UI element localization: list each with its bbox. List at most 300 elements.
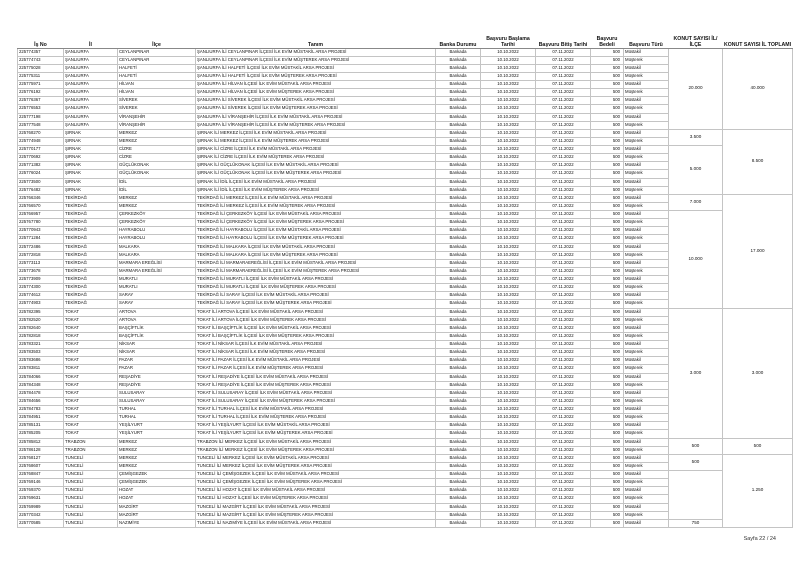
description-cell: TEKİRDAĞ İLİ MERKEZ İLÇESİ İLK EVİM MÜŞTEREK ARSA PROJESİ	[196, 202, 436, 210]
end-date-cell: 07.11.2022	[536, 129, 591, 137]
bank-status-cell: Bankada	[436, 227, 481, 235]
province-cell: TOKAT	[64, 406, 118, 414]
job-no-cell: 225776367	[18, 97, 64, 105]
province-cell: TEKİRDAĞ	[64, 276, 118, 284]
end-date-cell: 07.11.2022	[536, 479, 591, 487]
type-cell: Müstakil	[624, 487, 669, 495]
district-cell: HAYRABOLU	[118, 227, 196, 235]
job-no-cell: 225766570	[18, 202, 64, 210]
type-cell: Müşterek	[624, 300, 669, 308]
fee-cell: 500	[591, 373, 624, 381]
bank-status-cell: Bankada	[436, 194, 481, 202]
bank-status-cell: Bankada	[436, 308, 481, 316]
type-cell: Müstakil	[624, 113, 669, 121]
job-no-cell: 225770943	[18, 227, 64, 235]
fee-cell: 500	[591, 211, 624, 219]
fee-cell: 500	[591, 129, 624, 137]
fee-cell: 500	[591, 276, 624, 284]
description-cell: TUNCELİ İLİ HOZAT İLÇESİ İLK EVİM MÜSTAKİL ARSA PROJESİ	[196, 487, 436, 495]
bank-status-cell: Bankada	[436, 332, 481, 340]
district-cell: MALKARA	[118, 243, 196, 251]
fee-cell: 500	[591, 430, 624, 438]
type-cell: Müşterek	[624, 105, 669, 113]
bank-status-cell: Bankada	[436, 243, 481, 251]
description-cell: TEKİRDAĞ İLİ HAYRABOLU İLÇESİ İLK EVİM MÜŞTEREK ARSA PROJESİ	[196, 235, 436, 243]
province-cell: ŞANLIURFA	[64, 72, 118, 80]
province-cell: ŞIRNAK	[64, 137, 118, 145]
province-cell: TRABZON	[64, 438, 118, 446]
end-date-cell: 07.11.2022	[536, 48, 591, 56]
province-cell: TOKAT	[64, 373, 118, 381]
column-header: Banka Durumu	[436, 28, 481, 48]
province-cell: TOKAT	[64, 324, 118, 332]
bank-status-cell: Bankada	[436, 64, 481, 72]
fee-cell: 500	[591, 235, 624, 243]
description-cell: TEKİRDAĞ İLİ MURATLI İLÇESİ İLK EVİM MÜŞTEREK ARSA PROJESİ	[196, 284, 436, 292]
district-cell: MAZGİRT	[118, 503, 196, 511]
end-date-cell: 07.11.2022	[536, 438, 591, 446]
end-date-cell: 07.11.2022	[536, 259, 591, 267]
type-cell: Müstakil	[624, 211, 669, 219]
district-cell: SİVEREK	[118, 97, 196, 105]
description-cell: TEKİRDAĞ İLİ ÇERKEZKÖY İLÇESİ İLK EVİM MÜSTAKİL ARSA PROJESİ	[196, 211, 436, 219]
description-cell: TUNCELİ İLİ MAZGİRT İLÇESİ İLK EVİM MÜŞTEREK ARSA PROJESİ	[196, 511, 436, 519]
end-date-cell: 07.11.2022	[536, 300, 591, 308]
table-row	[18, 438, 793, 446]
district-cell: MERKEZ	[118, 194, 196, 202]
start-date-cell: 10.10.2022	[481, 48, 536, 56]
fee-cell: 500	[591, 194, 624, 202]
fee-cell: 500	[591, 495, 624, 503]
fee-cell: 500	[591, 487, 624, 495]
province-cell: TUNCELİ	[64, 511, 118, 519]
start-date-cell: 10.10.2022	[481, 89, 536, 97]
end-date-cell: 07.11.2022	[536, 454, 591, 462]
district-cell: İDİL	[118, 186, 196, 194]
type-cell: Müşterek	[624, 397, 669, 405]
start-date-cell: 10.10.2022	[481, 146, 536, 154]
type-cell: Müstakil	[624, 227, 669, 235]
province-cell: TUNCELİ	[64, 519, 118, 527]
district-cell: MERKEZ	[118, 137, 196, 145]
fee-cell: 500	[591, 162, 624, 170]
column-header: İl	[64, 28, 118, 48]
end-date-cell: 07.11.2022	[536, 511, 591, 519]
start-date-cell: 10.10.2022	[481, 422, 536, 430]
district-cell: İDİL	[118, 178, 196, 186]
bank-status-cell: Bankada	[436, 186, 481, 194]
job-no-cell: 225785205	[18, 430, 64, 438]
start-date-cell: 10.10.2022	[481, 316, 536, 324]
description-cell: ŞANLIURFA İLİ CEYLANPINAR İLÇESİ İLK EVİM MÜŞTEREK ARSA PROJESİ	[196, 56, 436, 64]
district-cell: NİKSAR	[118, 341, 196, 349]
type-cell: Müşterek	[624, 72, 669, 80]
job-no-cell: 225782640	[18, 324, 64, 332]
fee-cell: 500	[591, 349, 624, 357]
fee-cell: 500	[591, 446, 624, 454]
bank-status-cell: Bankada	[436, 446, 481, 454]
housing-count-cell: 500	[669, 454, 723, 470]
end-date-cell: 07.11.2022	[536, 341, 591, 349]
province-cell: TEKİRDAĞ	[64, 292, 118, 300]
type-cell: Müstakil	[624, 308, 669, 316]
end-date-cell: 07.11.2022	[536, 365, 591, 373]
description-cell: ŞANLIURFA İLİ VİRANŞEHİR İLÇESİ İLK EVİM MÜSTAKİL ARSA PROJESİ	[196, 113, 436, 121]
fee-cell: 500	[591, 300, 624, 308]
fee-cell: 500	[591, 438, 624, 446]
description-cell: TUNCELİ İLİ MERKEZ İLÇESİ İLK EVİM MÜŞTEREK ARSA PROJESİ	[196, 462, 436, 470]
district-cell: PAZAR	[118, 365, 196, 373]
end-date-cell: 07.11.2022	[536, 503, 591, 511]
fee-cell: 500	[591, 292, 624, 300]
fee-cell: 500	[591, 503, 624, 511]
type-cell: Müşterek	[624, 479, 669, 487]
start-date-cell: 10.10.2022	[481, 495, 536, 503]
district-cell: CEYLANPINAR	[118, 56, 196, 64]
end-date-cell: 07.11.2022	[536, 495, 591, 503]
job-no-cell: 225775311	[18, 72, 64, 80]
end-date-cell: 07.11.2022	[536, 170, 591, 178]
housing-count-cell: 500	[669, 438, 723, 454]
job-no-cell: 225786128	[18, 446, 64, 454]
start-date-cell: 10.10.2022	[481, 389, 536, 397]
fee-cell: 500	[591, 316, 624, 324]
table-body	[18, 48, 793, 527]
fee-cell: 500	[591, 56, 624, 64]
type-cell: Müşterek	[624, 219, 669, 227]
bank-status-cell: Bankada	[436, 389, 481, 397]
end-date-cell: 07.11.2022	[536, 219, 591, 227]
job-no-cell: 225771284	[18, 235, 64, 243]
end-date-cell: 07.11.2022	[536, 267, 591, 275]
type-cell: Müşterek	[624, 495, 669, 503]
table-row	[18, 519, 793, 527]
district-cell: HALFETİ	[118, 72, 196, 80]
start-date-cell: 10.10.2022	[481, 381, 536, 389]
description-cell: ŞANLIURFA İLİ CEYLANPINAR İLÇESİ İLK EVİM MÜSTAKİL ARSA PROJESİ	[196, 48, 436, 56]
type-cell: Müstakil	[624, 438, 669, 446]
start-date-cell: 10.10.2022	[481, 251, 536, 259]
description-cell: TOKAT İLİ SULUSARAY İLÇESİ İLK EVİM MÜSTAKİL ARSA PROJESİ	[196, 389, 436, 397]
job-no-cell: 225776024	[18, 170, 64, 178]
end-date-cell: 07.11.2022	[536, 381, 591, 389]
province-cell: TEKİRDAĞ	[64, 235, 118, 243]
housing-total-cell: 3.000	[723, 308, 793, 438]
province-cell: ŞANLIURFA	[64, 97, 118, 105]
start-date-cell: 10.10.2022	[481, 186, 536, 194]
start-date-cell: 10.10.2022	[481, 227, 536, 235]
province-cell: TOKAT	[64, 332, 118, 340]
district-cell: HALFETİ	[118, 64, 196, 72]
start-date-cell: 10.10.2022	[481, 72, 536, 80]
type-cell: Müstakil	[624, 97, 669, 105]
start-date-cell: 10.10.2022	[481, 81, 536, 89]
housing-total-cell: 40.000	[723, 48, 793, 129]
province-cell: ŞIRNAK	[64, 154, 118, 162]
job-no-cell: 225773500	[18, 178, 64, 186]
job-no-cell: 225770585	[18, 519, 64, 527]
end-date-cell: 07.11.2022	[536, 487, 591, 495]
province-cell: TEKİRDAĞ	[64, 284, 118, 292]
province-cell: TEKİRDAĞ	[64, 251, 118, 259]
fee-cell: 500	[591, 471, 624, 479]
district-cell: MURATLI	[118, 284, 196, 292]
fee-cell: 500	[591, 324, 624, 332]
bank-status-cell: Bankada	[436, 487, 481, 495]
description-cell: TEKİRDAĞ İLİ MURATLI İLÇESİ İLK EVİM MÜSTAKİL ARSA PROJESİ	[196, 276, 436, 284]
start-date-cell: 10.10.2022	[481, 300, 536, 308]
district-cell: PAZAR	[118, 357, 196, 365]
province-cell: ŞIRNAK	[64, 178, 118, 186]
job-no-cell: 225782818	[18, 332, 64, 340]
table-row	[18, 454, 793, 462]
bank-status-cell: Bankada	[436, 316, 481, 324]
province-cell: TEKİRDAĞ	[64, 211, 118, 219]
start-date-cell: 10.10.2022	[481, 438, 536, 446]
fee-cell: 500	[591, 202, 624, 210]
type-cell: Müşterek	[624, 186, 669, 194]
end-date-cell: 07.11.2022	[536, 324, 591, 332]
type-cell: Müşterek	[624, 235, 669, 243]
district-cell: NAZIMİYE	[118, 519, 196, 527]
province-cell: ŞANLIURFA	[64, 56, 118, 64]
column-header: Başvuru Türü	[624, 28, 669, 48]
end-date-cell: 07.11.2022	[536, 332, 591, 340]
end-date-cell: 07.11.2022	[536, 316, 591, 324]
job-no-cell: 225769631	[18, 495, 64, 503]
description-cell: TEKİRDAĞ İLİ MARMARAEREĞLİSİ İLÇESİ İLK EVİM MÜŞTEREK ARSA PROJESİ	[196, 267, 436, 275]
job-no-cell: 225769146	[18, 479, 64, 487]
end-date-cell: 07.11.2022	[536, 462, 591, 470]
district-cell: ÇERKEZKÖY	[118, 219, 196, 227]
fee-cell: 500	[591, 97, 624, 105]
province-cell: TUNCELİ	[64, 487, 118, 495]
province-cell: ŞIRNAK	[64, 186, 118, 194]
bank-status-cell: Bankada	[436, 178, 481, 186]
end-date-cell: 07.11.2022	[536, 276, 591, 284]
description-cell: TOKAT İLİ ARTOVA İLÇESİ İLK EVİM MÜŞTEREK ARSA PROJESİ	[196, 316, 436, 324]
start-date-cell: 10.10.2022	[481, 511, 536, 519]
type-cell: Müstakil	[624, 146, 669, 154]
job-no-cell: 225783503	[18, 349, 64, 357]
job-no-cell: 225784066	[18, 373, 64, 381]
bank-status-cell: Bankada	[436, 113, 481, 121]
job-no-cell: 225770342	[18, 511, 64, 519]
district-cell: REŞADİYE	[118, 381, 196, 389]
start-date-cell: 10.10.2022	[481, 373, 536, 381]
description-cell: TUNCELİ İLİ MAZGİRT İLÇESİ İLK EVİM MÜSTAKİL ARSA PROJESİ	[196, 503, 436, 511]
start-date-cell: 10.10.2022	[481, 471, 536, 479]
column-header: Başvuru Bedeli	[591, 28, 624, 48]
province-cell: ŞIRNAK	[64, 129, 118, 137]
type-cell: Müşterek	[624, 56, 669, 64]
province-cell: TOKAT	[64, 341, 118, 349]
end-date-cell: 07.11.2022	[536, 389, 591, 397]
end-date-cell: 07.11.2022	[536, 211, 591, 219]
end-date-cell: 07.11.2022	[536, 471, 591, 479]
end-date-cell: 07.11.2022	[536, 373, 591, 381]
description-cell: TOKAT İLİ YEŞİLYURT İLÇESİ İLK EVİM MÜSTAKİL ARSA PROJESİ	[196, 422, 436, 430]
bank-status-cell: Bankada	[436, 397, 481, 405]
job-no-cell: 225772818	[18, 251, 64, 259]
bank-status-cell: Bankada	[436, 341, 481, 349]
type-cell: Müşterek	[624, 430, 669, 438]
district-cell: MERKEZ	[118, 462, 196, 470]
description-cell: ŞANLIURFA İLİ HALFETİ İLÇESİ İLK EVİM MÜŞTEREK ARSA PROJESİ	[196, 72, 436, 80]
job-no-cell: 225784951	[18, 414, 64, 422]
district-cell: MAZGİRT	[118, 511, 196, 519]
document-page	[17, 28, 792, 528]
type-cell: Müstakil	[624, 276, 669, 284]
description-cell: TUNCELİ İLİ ÇEMİŞGEZEK İLÇESİ İLK EVİM MÜŞTEREK ARSA PROJESİ	[196, 479, 436, 487]
bank-status-cell: Bankada	[436, 373, 481, 381]
start-date-cell: 10.10.2022	[481, 113, 536, 121]
job-no-cell: 225782520	[18, 316, 64, 324]
type-cell: Müşterek	[624, 414, 669, 422]
job-no-cell: 225773909	[18, 276, 64, 284]
end-date-cell: 07.11.2022	[536, 56, 591, 64]
type-cell: Müşterek	[624, 89, 669, 97]
housing-count-cell	[669, 471, 723, 520]
district-cell: HİLVAN	[118, 89, 196, 97]
job-no-cell: 225771382	[18, 162, 64, 170]
description-cell: ŞANLIURFA İLİ HİLVAN İLÇESİ İLK EVİM MÜSTAKİL ARSA PROJESİ	[196, 81, 436, 89]
job-no-cell: 225766957	[18, 211, 64, 219]
bank-status-cell: Bankada	[436, 146, 481, 154]
province-cell: ŞANLIURFA	[64, 113, 118, 121]
province-cell: TEKİRDAĞ	[64, 202, 118, 210]
description-cell: TOKAT İLİ BAŞÇİFTLİK İLÇESİ İLK EVİM MÜŞTEREK ARSA PROJESİ	[196, 332, 436, 340]
fee-cell: 500	[591, 89, 624, 97]
province-cell: TUNCELİ	[64, 471, 118, 479]
column-header: KONUT SAYISI İL/İLÇE	[669, 28, 723, 48]
job-no-cell: 225783811	[18, 365, 64, 373]
bank-status-cell: Bankada	[436, 251, 481, 259]
start-date-cell: 10.10.2022	[481, 243, 536, 251]
bank-status-cell: Bankada	[436, 211, 481, 219]
bank-status-cell: Bankada	[436, 365, 481, 373]
fee-cell: 500	[591, 406, 624, 414]
district-cell: ÇEMİŞGEZEK	[118, 479, 196, 487]
end-date-cell: 07.11.2022	[536, 357, 591, 365]
bank-status-cell: Bankada	[436, 438, 481, 446]
fee-cell: 500	[591, 397, 624, 405]
start-date-cell: 10.10.2022	[481, 503, 536, 511]
district-cell: SARAY	[118, 292, 196, 300]
column-header: Başvuru Bitiş Tarihi	[536, 28, 591, 48]
job-no-cell: 225774357	[18, 48, 64, 56]
housing-count-cell: 750	[669, 519, 723, 527]
province-cell: TOKAT	[64, 308, 118, 316]
fee-cell: 500	[591, 389, 624, 397]
bank-status-cell: Bankada	[436, 519, 481, 527]
end-date-cell: 07.11.2022	[536, 349, 591, 357]
description-cell: ŞANLIURFA İLİ SİVEREK İLÇESİ İLK EVİM MÜŞTEREK ARSA PROJESİ	[196, 105, 436, 113]
bank-status-cell: Bankada	[436, 235, 481, 243]
district-cell: BAŞÇİFTLİK	[118, 332, 196, 340]
description-cell: TEKİRDAĞ İLİ ÇERKEZKÖY İLÇESİ İLK EVİM MÜŞTEREK ARSA PROJESİ	[196, 219, 436, 227]
end-date-cell: 07.11.2022	[536, 146, 591, 154]
start-date-cell: 10.10.2022	[481, 194, 536, 202]
fee-cell: 500	[591, 341, 624, 349]
province-cell: TOKAT	[64, 397, 118, 405]
job-no-cell: 225766346	[18, 194, 64, 202]
fee-cell: 500	[591, 113, 624, 121]
fee-cell: 500	[591, 48, 624, 56]
start-date-cell: 10.10.2022	[481, 349, 536, 357]
fee-cell: 500	[591, 105, 624, 113]
description-cell: TOKAT İLİ ARTOVA İLÇESİ İLK EVİM MÜSTAKİL ARSA PROJESİ	[196, 308, 436, 316]
job-no-cell: 225783686	[18, 357, 64, 365]
district-cell: YEŞİLYURT	[118, 430, 196, 438]
end-date-cell: 07.11.2022	[536, 397, 591, 405]
start-date-cell: 10.10.2022	[481, 137, 536, 145]
fee-cell: 500	[591, 479, 624, 487]
bank-status-cell: Bankada	[436, 454, 481, 462]
type-cell: Müstakil	[624, 324, 669, 332]
start-date-cell: 10.10.2022	[481, 308, 536, 316]
district-cell: MARMARA EREĞLİSİ	[118, 267, 196, 275]
fee-cell: 500	[591, 259, 624, 267]
description-cell: TEKİRDAĞ İLİ MERKEZ İLÇESİ İLK EVİM MÜSTAKİL ARSA PROJESİ	[196, 194, 436, 202]
bank-status-cell: Bankada	[436, 121, 481, 129]
job-no-cell: 225770177	[18, 146, 64, 154]
housing-count-cell: 10.000	[669, 211, 723, 309]
province-cell: TOKAT	[64, 365, 118, 373]
bank-status-cell: Bankada	[436, 406, 481, 414]
description-cell: ŞIRNAK İLİ CİZRE İLÇESİ İLK EVİM MÜŞTEREK ARSA PROJESİ	[196, 154, 436, 162]
district-cell: YEŞİLYURT	[118, 422, 196, 430]
province-cell: ŞIRNAK	[64, 146, 118, 154]
description-cell: TUNCELİ İLİ ÇEMİŞGEZEK İLÇESİ İLK EVİM MÜSTAKİL ARSA PROJESİ	[196, 471, 436, 479]
fee-cell: 500	[591, 267, 624, 275]
job-no-cell: 225785812	[18, 438, 64, 446]
end-date-cell: 07.11.2022	[536, 64, 591, 72]
table-row	[18, 308, 793, 316]
end-date-cell: 07.11.2022	[536, 235, 591, 243]
start-date-cell: 10.10.2022	[481, 56, 536, 64]
column-header: Tanım	[196, 28, 436, 48]
end-date-cell: 07.11.2022	[536, 178, 591, 186]
start-date-cell: 10.10.2022	[481, 430, 536, 438]
district-cell: MURATLI	[118, 276, 196, 284]
job-no-cell: 225767780	[18, 219, 64, 227]
job-no-cell: 225783321	[18, 341, 64, 349]
district-cell: CEYLANPINAR	[118, 48, 196, 56]
housing-total-cell: 1.250	[723, 454, 793, 527]
bank-status-cell: Bankada	[436, 89, 481, 97]
type-cell: Müstakil	[624, 357, 669, 365]
type-cell: Müşterek	[624, 462, 669, 470]
start-date-cell: 10.10.2022	[481, 414, 536, 422]
district-cell: GÜÇLÜKONAK	[118, 162, 196, 170]
province-cell: TUNCELİ	[64, 503, 118, 511]
type-cell: Müstakil	[624, 194, 669, 202]
type-cell: Müstakil	[624, 162, 669, 170]
province-cell: TUNCELİ	[64, 495, 118, 503]
district-cell: HOZAT	[118, 487, 196, 495]
province-cell: TOKAT	[64, 422, 118, 430]
bank-status-cell: Bankada	[436, 381, 481, 389]
column-header: Başvuru Başlama Tarihi	[481, 28, 536, 48]
type-cell: Müstakil	[624, 64, 669, 72]
type-cell: Müstakil	[624, 503, 669, 511]
type-cell: Müstakil	[624, 292, 669, 300]
start-date-cell: 10.10.2022	[481, 64, 536, 72]
job-no-cell: 225774743	[18, 56, 64, 64]
end-date-cell: 07.11.2022	[536, 137, 591, 145]
description-cell: TOKAT İLİ SULUSARAY İLÇESİ İLK EVİM MÜŞTEREK ARSA PROJESİ	[196, 397, 436, 405]
